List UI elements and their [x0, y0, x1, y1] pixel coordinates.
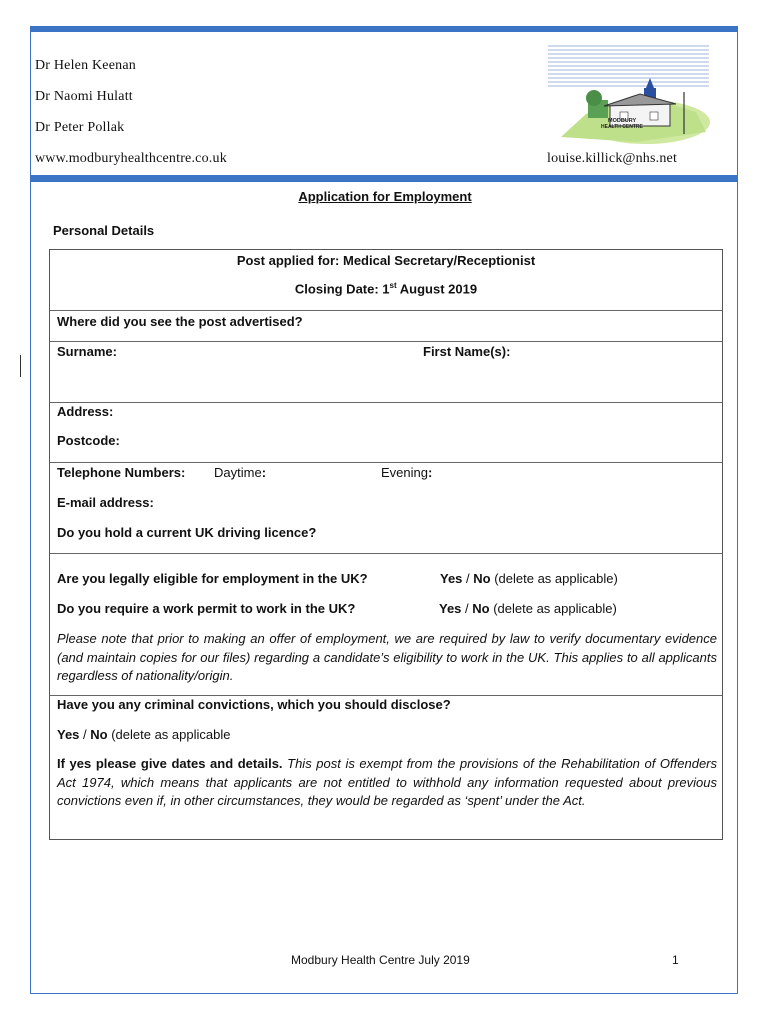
- evening-text: Evening: [381, 465, 428, 480]
- convictions-answer[interactable]: [57, 727, 230, 742]
- text-cursor: [20, 355, 21, 377]
- closing-date: [50, 281, 722, 296]
- document-title: Application for Employment: [298, 189, 472, 204]
- permit-question: Do you require a work permit to work in the UK?: [57, 601, 356, 616]
- footer-text: Modbury Health Centre July 2019: [291, 953, 470, 967]
- evening-label: [381, 465, 432, 480]
- page-number: 1: [672, 953, 679, 967]
- permit-no: No: [472, 601, 490, 616]
- post-applied: Post applied for: Medical Secretary/Receptionist: [236, 253, 536, 268]
- eligibility-slash: /: [462, 571, 474, 586]
- advertised-label: Where did you see the post advertised?: [57, 314, 303, 329]
- closing-date-prefix: Closing Date: 1: [294, 281, 390, 297]
- if-yes-instruction: If yes please give dates and details.: [57, 756, 283, 771]
- doctor-name-2: Dr Naomi Hulatt: [35, 89, 133, 104]
- eligibility-answer[interactable]: [440, 571, 618, 586]
- doctor-name-3: Dr Peter Pollak: [35, 120, 125, 135]
- application-form: [49, 249, 723, 840]
- convictions-question: Have you any criminal convictions, which you should disclose?: [57, 697, 451, 712]
- convictions-no: No: [90, 727, 108, 742]
- eligibility-question: Are you legally eligible for employment in the UK?: [57, 571, 368, 586]
- header-divider-bar: [30, 175, 738, 182]
- permit-slash: /: [461, 601, 473, 616]
- eligibility-no: No: [473, 571, 491, 586]
- closing-date-suffix: August 2019: [396, 281, 478, 297]
- eligibility-note-paragraph: Please note that prior to making an offer of employment, we are required by law to verify documentary evidence (and maintain copies for our files) regarding a candidate’s eligibility to work in the UK. This applies to all applicants regardless of nationality/origin.: [57, 631, 717, 683]
- row-divider: [50, 341, 722, 342]
- convictions-note: (delete as applicable: [107, 727, 231, 742]
- convictions-slash: /: [79, 727, 91, 742]
- permit-answer[interactable]: [439, 601, 617, 616]
- permit-yes: Yes: [439, 601, 462, 616]
- eligibility-yes: Yes: [440, 571, 463, 586]
- eligibility-note: (delete as applicable): [490, 571, 618, 586]
- closing-date-sup: st: [389, 281, 397, 290]
- section-title: Personal Details: [53, 223, 155, 238]
- contact-email[interactable]: louise.killick@nhs.net: [547, 151, 678, 166]
- surname-label: Surname:: [57, 344, 117, 359]
- address-label: Address:: [57, 404, 114, 419]
- website-link[interactable]: www.modburyhealthcentre.co.uk: [35, 151, 227, 166]
- logo-text-line1: MODBURY: [608, 118, 637, 124]
- first-names-label: First Name(s):: [423, 344, 511, 359]
- email-label: E-mail address:: [57, 495, 154, 510]
- doctor-name-1: Dr Helen Keenan: [35, 58, 136, 73]
- health-centre-logo: [546, 42, 711, 146]
- evening-colon: :: [427, 465, 433, 480]
- row-divider: [50, 695, 722, 696]
- postcode-label: Postcode:: [57, 433, 120, 448]
- daytime-colon: :: [261, 465, 267, 480]
- row-divider: [50, 402, 722, 403]
- top-accent-bar: [30, 26, 738, 32]
- convictions-yes: Yes: [57, 727, 80, 742]
- row-divider: [50, 462, 722, 463]
- convictions-details-paragraph: [57, 755, 717, 811]
- logo-text-line2: HEALTH CENTRE: [601, 124, 643, 130]
- exempt-note: This post is exempt from the provisions of the Rehabilitation of Offenders Act 1974, which means that applicants are not entitled to withhold any information requested about previous convictions even if, in other circumstances, they would be regarded as ‘spent’ under the Act.: [57, 756, 718, 808]
- row-divider: [50, 553, 722, 554]
- telephone-label: Telephone Numbers:: [57, 465, 186, 480]
- row-divider: [50, 310, 722, 311]
- permit-note: (delete as applicable): [489, 601, 617, 616]
- licence-question: Do you hold a current UK driving licence?: [57, 525, 317, 540]
- daytime-label: [214, 465, 266, 480]
- daytime-text: Daytime: [214, 465, 262, 480]
